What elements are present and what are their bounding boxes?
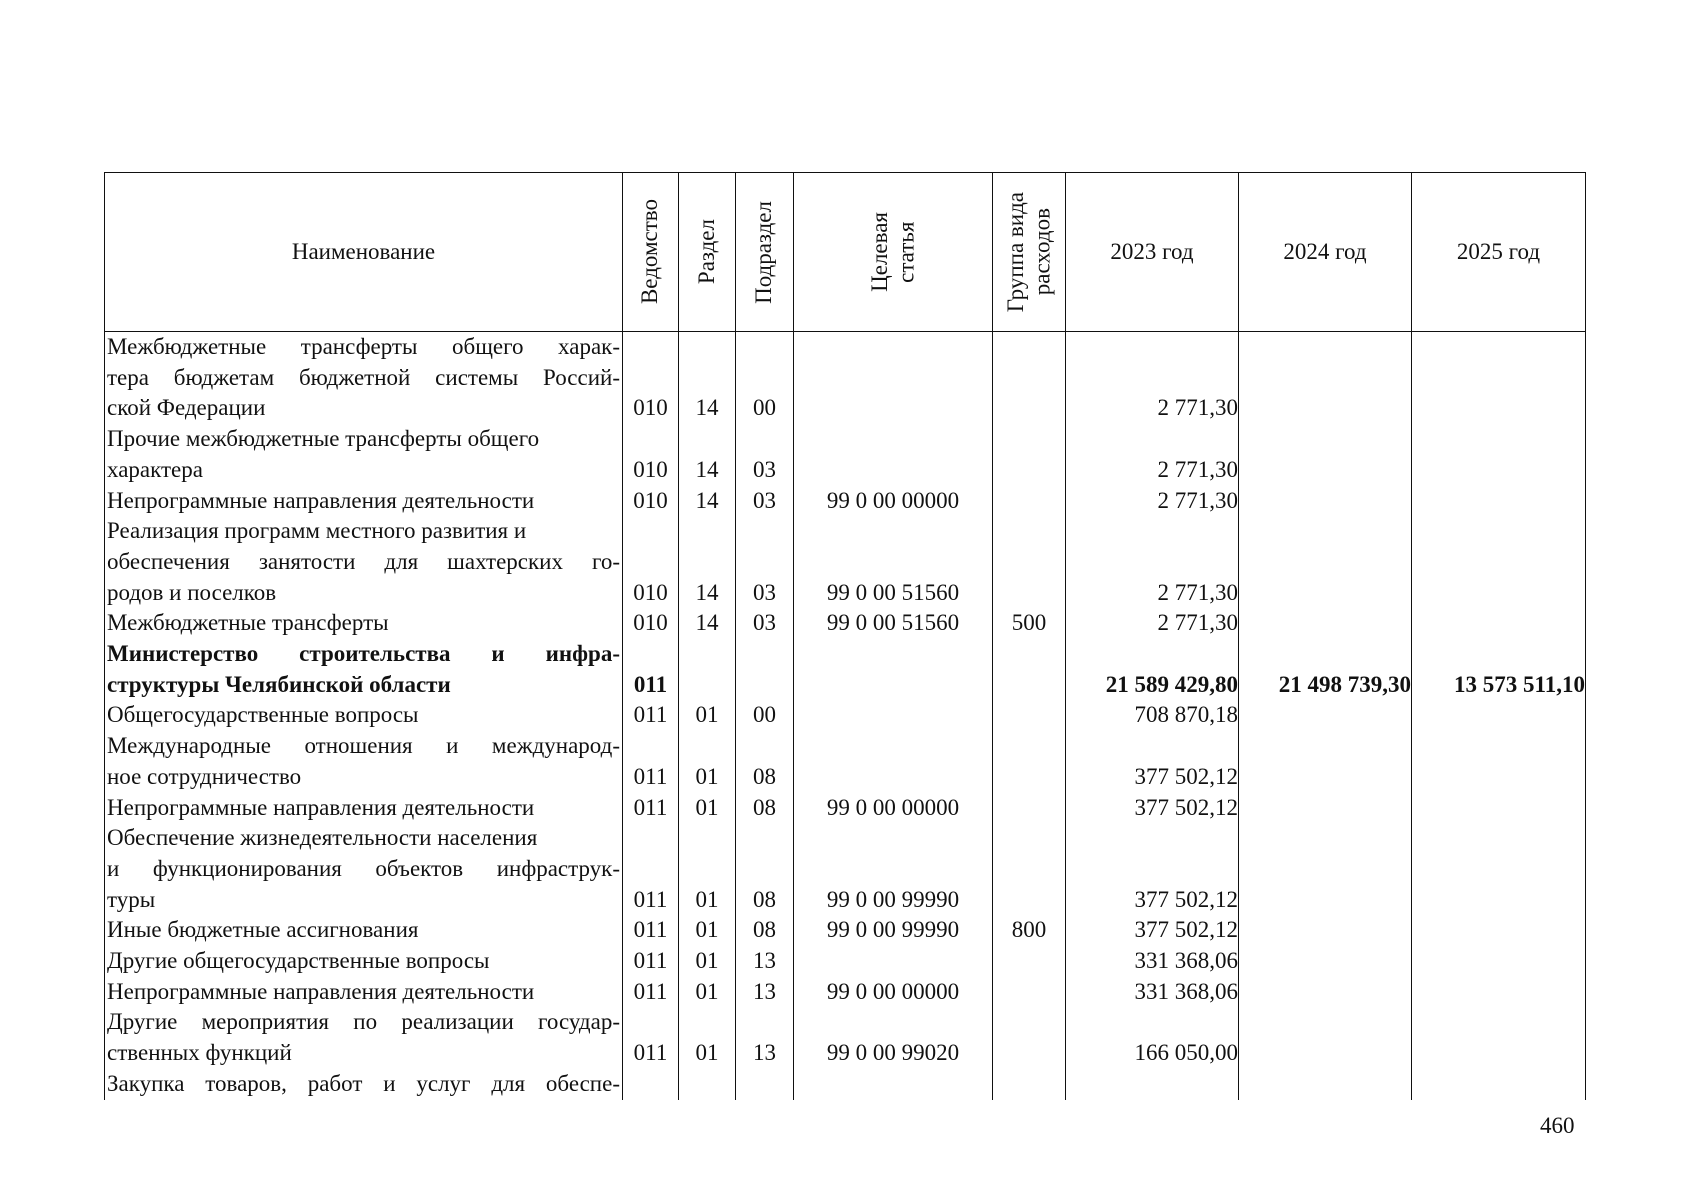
cell-expense-group — [993, 854, 1066, 885]
cell-2024 — [1239, 731, 1412, 762]
cell-dept — [623, 1007, 679, 1038]
cell-2023: 377 502,12 — [1066, 762, 1239, 793]
cell-2023 — [1066, 823, 1239, 854]
cell-2023 — [1066, 547, 1239, 578]
cell-expense-group — [993, 1007, 1066, 1038]
cell-name: Закупка товаров, работ и услуг для обеспе- — [105, 1069, 623, 1100]
cell-2024 — [1239, 793, 1412, 824]
cell-2024: 21 498 739,30 — [1239, 670, 1412, 701]
cell-dept: 010 — [623, 486, 679, 517]
cell-name: Непрограммные направления деятельности — [105, 486, 623, 517]
cell-name: ской Федерации — [105, 393, 623, 424]
cell-2023 — [1066, 731, 1239, 762]
table-row — [105, 946, 1586, 977]
cell-name: Непрограммные направления деятельности — [105, 977, 623, 1008]
cell-dept: 011 — [623, 793, 679, 824]
table-row — [105, 700, 1586, 731]
cell-2023: 331 368,06 — [1066, 977, 1239, 1008]
cell-2023 — [1066, 516, 1239, 547]
cell-name: туры — [105, 885, 623, 916]
cell-2023: 2 771,30 — [1066, 486, 1239, 517]
table-row — [105, 823, 1586, 854]
cell-target-article — [794, 700, 993, 731]
cell-target-article: 99 0 00 51560 — [794, 608, 993, 639]
cell-name: тера бюджетам бюджетной системы Россий- — [105, 363, 623, 394]
cell-section: 01 — [679, 1038, 736, 1069]
cell-2024 — [1239, 393, 1412, 424]
cell-subsection: 03 — [736, 578, 794, 609]
cell-expense-group — [993, 670, 1066, 701]
cell-target-article — [794, 424, 993, 455]
cell-expense-group — [993, 731, 1066, 762]
cell-name: Общегосударственные вопросы — [105, 700, 623, 731]
cell-section — [679, 670, 736, 701]
cell-target-article: 99 0 00 00000 — [794, 486, 993, 517]
cell-target-article — [794, 731, 993, 762]
cell-target-article — [794, 363, 993, 394]
cell-subsection: 13 — [736, 946, 794, 977]
cell-name: Обеспечение жизнедеятельности населения — [105, 823, 623, 854]
cell-2023: 166 050,00 — [1066, 1038, 1239, 1069]
cell-2025 — [1412, 1007, 1586, 1038]
cell-2025 — [1412, 332, 1586, 363]
cell-subsection — [736, 670, 794, 701]
cell-dept: 011 — [623, 762, 679, 793]
cell-expense-group — [993, 547, 1066, 578]
cell-target-article — [794, 854, 993, 885]
table-body — [105, 332, 1586, 1100]
cell-2024 — [1239, 700, 1412, 731]
table-row — [105, 854, 1586, 885]
cell-target-article: 99 0 00 00000 — [794, 977, 993, 1008]
cell-name: и функционирования объектов инфраструк- — [105, 854, 623, 885]
cell-subsection: 13 — [736, 977, 794, 1008]
cell-name: Министерство строительства и инфра- — [105, 639, 623, 670]
cell-name: структуры Челябинской области — [105, 670, 623, 701]
table-row — [105, 332, 1586, 363]
cell-expense-group — [993, 823, 1066, 854]
header-row — [105, 173, 1586, 332]
header-2023: 2023 год — [1066, 173, 1239, 332]
cell-2024 — [1239, 854, 1412, 885]
cell-2025 — [1412, 915, 1586, 946]
table-row — [105, 363, 1586, 394]
cell-target-article — [794, 393, 993, 424]
header-target-article: Целевая статья — [794, 173, 993, 332]
table-row — [105, 1038, 1586, 1069]
table-row — [105, 547, 1586, 578]
cell-section — [679, 424, 736, 455]
cell-2024 — [1239, 915, 1412, 946]
cell-2025 — [1412, 793, 1586, 824]
cell-dept — [623, 547, 679, 578]
cell-dept — [623, 1069, 679, 1100]
cell-dept: 010 — [623, 578, 679, 609]
cell-2024 — [1239, 455, 1412, 486]
cell-section: 14 — [679, 578, 736, 609]
cell-dept: 011 — [623, 1038, 679, 1069]
cell-target-article: 99 0 00 00000 — [794, 793, 993, 824]
cell-name: родов и поселков — [105, 578, 623, 609]
cell-2024 — [1239, 639, 1412, 670]
table-row — [105, 731, 1586, 762]
page-number: 460 — [1540, 1113, 1575, 1138]
cell-section — [679, 1069, 736, 1100]
cell-target-article — [794, 547, 993, 578]
cell-target-article: 99 0 00 51560 — [794, 578, 993, 609]
cell-target-article — [794, 455, 993, 486]
cell-name: Другие общегосударственные вопросы — [105, 946, 623, 977]
cell-dept — [623, 823, 679, 854]
cell-subsection — [736, 332, 794, 363]
table-row — [105, 793, 1586, 824]
cell-section — [679, 516, 736, 547]
cell-section: 01 — [679, 762, 736, 793]
cell-2025: 13 573 511,10 — [1412, 670, 1586, 701]
cell-2025 — [1412, 639, 1586, 670]
cell-2025 — [1412, 1069, 1586, 1100]
cell-2025 — [1412, 608, 1586, 639]
cell-2025 — [1412, 578, 1586, 609]
cell-expense-group: 800 — [993, 915, 1066, 946]
cell-target-article — [794, 639, 993, 670]
cell-expense-group — [993, 1069, 1066, 1100]
cell-2023: 331 368,06 — [1066, 946, 1239, 977]
cell-subsection: 00 — [736, 700, 794, 731]
table-row — [105, 486, 1586, 517]
cell-name: Прочие межбюджетные трансферты общего — [105, 424, 623, 455]
cell-name: Межбюджетные трансферты общего харак- — [105, 332, 623, 363]
cell-section: 01 — [679, 885, 736, 916]
cell-section: 01 — [679, 793, 736, 824]
cell-2025 — [1412, 885, 1586, 916]
cell-target-article: 99 0 00 99990 — [794, 915, 993, 946]
cell-2025 — [1412, 516, 1586, 547]
cell-2023: 2 771,30 — [1066, 393, 1239, 424]
cell-subsection: 13 — [736, 1038, 794, 1069]
cell-expense-group — [993, 639, 1066, 670]
header-2024: 2024 год — [1239, 173, 1412, 332]
table-row — [105, 608, 1586, 639]
cell-2024 — [1239, 363, 1412, 394]
cell-dept: 011 — [623, 885, 679, 916]
cell-section — [679, 731, 736, 762]
cell-2023 — [1066, 424, 1239, 455]
table-row — [105, 762, 1586, 793]
cell-section — [679, 332, 736, 363]
cell-expense-group: 500 — [993, 608, 1066, 639]
cell-dept: 011 — [623, 977, 679, 1008]
cell-2024 — [1239, 823, 1412, 854]
cell-target-article — [794, 332, 993, 363]
cell-dept — [623, 516, 679, 547]
cell-2023 — [1066, 363, 1239, 394]
cell-2025 — [1412, 455, 1586, 486]
cell-subsection — [736, 516, 794, 547]
cell-target-article: 99 0 00 99990 — [794, 885, 993, 916]
cell-subsection — [736, 1007, 794, 1038]
cell-expense-group — [993, 424, 1066, 455]
cell-2023: 2 771,30 — [1066, 608, 1239, 639]
table-row — [105, 670, 1586, 701]
cell-2023: 377 502,12 — [1066, 915, 1239, 946]
cell-expense-group — [993, 455, 1066, 486]
cell-dept: 010 — [623, 608, 679, 639]
table-row — [105, 516, 1586, 547]
cell-subsection — [736, 731, 794, 762]
cell-subsection — [736, 547, 794, 578]
cell-2024 — [1239, 1069, 1412, 1100]
cell-subsection: 08 — [736, 885, 794, 916]
table-row — [105, 885, 1586, 916]
cell-2024 — [1239, 1007, 1412, 1038]
header-expense-group: Группа вида расходов — [993, 173, 1066, 332]
cell-section — [679, 1007, 736, 1038]
cell-2024 — [1239, 885, 1412, 916]
cell-2023: 377 502,12 — [1066, 793, 1239, 824]
cell-dept — [623, 332, 679, 363]
cell-section: 01 — [679, 946, 736, 977]
cell-expense-group — [993, 793, 1066, 824]
cell-2025 — [1412, 946, 1586, 977]
table-row — [105, 915, 1586, 946]
cell-name: Реализация программ местного развития и — [105, 516, 623, 547]
cell-dept — [623, 639, 679, 670]
cell-subsection: 00 — [736, 393, 794, 424]
cell-name: Другие мероприятия по реализации государ- — [105, 1007, 623, 1038]
cell-name: характера — [105, 455, 623, 486]
cell-target-article — [794, 762, 993, 793]
cell-section: 01 — [679, 700, 736, 731]
cell-target-article: 99 0 00 99020 — [794, 1038, 993, 1069]
cell-name: обеспечения занятости для шахтерских го- — [105, 547, 623, 578]
table-row — [105, 977, 1586, 1008]
cell-section — [679, 823, 736, 854]
cell-dept: 011 — [623, 946, 679, 977]
cell-target-article — [794, 946, 993, 977]
cell-2024 — [1239, 578, 1412, 609]
cell-2024 — [1239, 332, 1412, 363]
cell-2025 — [1412, 363, 1586, 394]
cell-target-article — [794, 1007, 993, 1038]
header-subsection: Подраздел — [736, 173, 794, 332]
cell-2023 — [1066, 639, 1239, 670]
cell-expense-group — [993, 393, 1066, 424]
cell-2025 — [1412, 762, 1586, 793]
cell-2024 — [1239, 424, 1412, 455]
cell-2025 — [1412, 854, 1586, 885]
cell-section: 14 — [679, 455, 736, 486]
cell-dept — [623, 731, 679, 762]
cell-subsection — [736, 823, 794, 854]
cell-section — [679, 639, 736, 670]
cell-expense-group — [993, 363, 1066, 394]
cell-expense-group — [993, 885, 1066, 916]
table-row — [105, 1069, 1586, 1100]
cell-name: ственных функций — [105, 1038, 623, 1069]
cell-2023: 708 870,18 — [1066, 700, 1239, 731]
header-2025: 2025 год — [1412, 173, 1586, 332]
cell-2025 — [1412, 977, 1586, 1008]
cell-section: 14 — [679, 608, 736, 639]
cell-subsection: 08 — [736, 915, 794, 946]
cell-subsection: 03 — [736, 486, 794, 517]
cell-expense-group — [993, 762, 1066, 793]
cell-name: Иные бюджетные ассигнования — [105, 915, 623, 946]
cell-expense-group — [993, 332, 1066, 363]
cell-2025 — [1412, 823, 1586, 854]
cell-2023 — [1066, 1007, 1239, 1038]
cell-subsection: 03 — [736, 455, 794, 486]
cell-dept: 011 — [623, 915, 679, 946]
cell-subsection — [736, 424, 794, 455]
cell-subsection: 03 — [736, 608, 794, 639]
cell-2025 — [1412, 424, 1586, 455]
cell-2023 — [1066, 1069, 1239, 1100]
budget-table — [104, 172, 1586, 1100]
cell-subsection — [736, 1069, 794, 1100]
cell-2024 — [1239, 608, 1412, 639]
cell-subsection: 08 — [736, 793, 794, 824]
header-name: Наименование — [105, 173, 623, 332]
cell-2023: 2 771,30 — [1066, 455, 1239, 486]
cell-subsection — [736, 854, 794, 885]
cell-dept: 010 — [623, 393, 679, 424]
cell-dept: 011 — [623, 670, 679, 701]
table-row — [105, 1007, 1586, 1038]
table-row — [105, 455, 1586, 486]
cell-2025 — [1412, 486, 1586, 517]
cell-target-article — [794, 516, 993, 547]
cell-section — [679, 854, 736, 885]
cell-2023: 2 771,30 — [1066, 578, 1239, 609]
cell-2024 — [1239, 977, 1412, 1008]
cell-expense-group — [993, 516, 1066, 547]
cell-2023: 377 502,12 — [1066, 885, 1239, 916]
cell-dept — [623, 363, 679, 394]
cell-2025 — [1412, 731, 1586, 762]
cell-target-article — [794, 670, 993, 701]
cell-subsection: 08 — [736, 762, 794, 793]
cell-dept — [623, 424, 679, 455]
cell-section: 01 — [679, 915, 736, 946]
cell-expense-group — [993, 1038, 1066, 1069]
cell-2023 — [1066, 854, 1239, 885]
cell-2024 — [1239, 516, 1412, 547]
table-row — [105, 393, 1586, 424]
cell-expense-group — [993, 946, 1066, 977]
cell-subsection — [736, 639, 794, 670]
cell-section: 14 — [679, 393, 736, 424]
cell-2024 — [1239, 762, 1412, 793]
cell-2025 — [1412, 1038, 1586, 1069]
cell-2024 — [1239, 547, 1412, 578]
cell-subsection — [736, 363, 794, 394]
table-row — [105, 424, 1586, 455]
table-row — [105, 578, 1586, 609]
cell-dept — [623, 854, 679, 885]
cell-section — [679, 363, 736, 394]
cell-dept: 010 — [623, 455, 679, 486]
cell-expense-group — [993, 700, 1066, 731]
cell-2025 — [1412, 700, 1586, 731]
cell-name: Непрограммные направления деятельности — [105, 793, 623, 824]
cell-target-article — [794, 823, 993, 854]
cell-expense-group — [993, 578, 1066, 609]
header-section: Раздел — [679, 173, 736, 332]
cell-2024 — [1239, 486, 1412, 517]
cell-name: Межбюджетные трансферты — [105, 608, 623, 639]
cell-target-article — [794, 1069, 993, 1100]
table-row — [105, 639, 1586, 670]
cell-2024 — [1239, 946, 1412, 977]
cell-expense-group — [993, 977, 1066, 1008]
header-dept: Ведомство — [623, 173, 679, 332]
cell-2023 — [1066, 332, 1239, 363]
cell-2024 — [1239, 1038, 1412, 1069]
cell-section: 14 — [679, 486, 736, 517]
cell-section: 01 — [679, 977, 736, 1008]
cell-dept: 011 — [623, 700, 679, 731]
cell-2023: 21 589 429,80 — [1066, 670, 1239, 701]
cell-expense-group — [993, 486, 1066, 517]
cell-name: Международные отношения и международ- — [105, 731, 623, 762]
cell-name: ное сотрудничество — [105, 762, 623, 793]
cell-section — [679, 547, 736, 578]
cell-2025 — [1412, 547, 1586, 578]
cell-2025 — [1412, 393, 1586, 424]
